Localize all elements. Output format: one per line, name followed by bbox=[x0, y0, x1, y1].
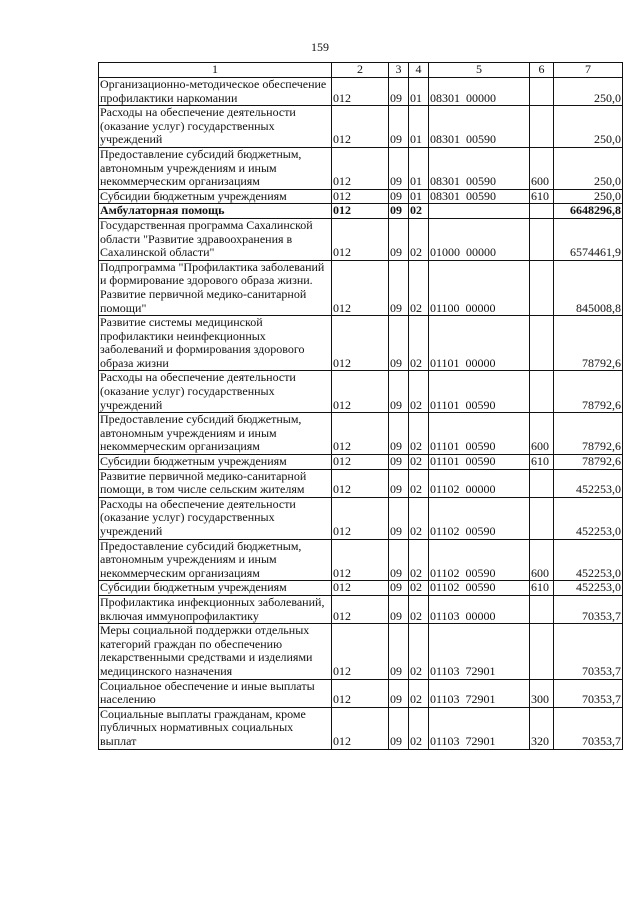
row-subsection-cell: 02 bbox=[409, 316, 429, 371]
row-target-article-cell: 01102 00590 bbox=[429, 497, 530, 539]
row-name-cell: Государственная программа Сахалинской области "Развитие здравоохранения в Сахалинской области" bbox=[99, 218, 332, 260]
row-section-cell: 09 bbox=[389, 679, 409, 707]
row-amount-cell: 250,0 bbox=[554, 189, 623, 204]
row-section-cell: 09 bbox=[389, 581, 409, 596]
table-row bbox=[99, 106, 623, 148]
row-name-cell: Подпрограмма "Профилактика заболеваний и формирование здорового образа жизни. Развитие первичной медико-санитарной помощи" bbox=[99, 260, 332, 315]
table-row bbox=[99, 316, 623, 371]
header-cell: 1 bbox=[99, 63, 332, 78]
row-section-cell: 09 bbox=[389, 218, 409, 260]
row-name-cell: Меры социальной поддержки отдельных категорий граждан по обеспечению лекарственными средствами и изделиями медицинского назначения bbox=[99, 624, 332, 679]
row-target-article-cell: 01000 00000 bbox=[429, 218, 530, 260]
table-body bbox=[99, 78, 623, 750]
row-name-cell: Расходы на обеспечение деятельности (оказание услуг) государственных учреждений bbox=[99, 497, 332, 539]
row-section-cell: 09 bbox=[389, 189, 409, 204]
row-subsection-cell: 02 bbox=[409, 455, 429, 470]
row-subsection-cell: 02 bbox=[409, 204, 429, 219]
row-expense-type-cell: 600 bbox=[530, 147, 554, 189]
row-name-cell: Расходы на обеспечение деятельности (оказание услуг) государственных учреждений bbox=[99, 106, 332, 148]
row-expense-type-cell bbox=[530, 78, 554, 106]
row-amount-cell: 452253,0 bbox=[554, 539, 623, 581]
row-section-cell: 09 bbox=[389, 624, 409, 679]
row-amount-cell: 70353,7 bbox=[554, 707, 623, 749]
row-admin-code-cell: 012 bbox=[332, 679, 389, 707]
row-amount-cell: 452253,0 bbox=[554, 469, 623, 497]
row-subsection-cell: 01 bbox=[409, 189, 429, 204]
row-target-article-cell: 01101 00590 bbox=[429, 371, 530, 413]
table-row bbox=[99, 78, 623, 106]
row-target-article-cell: 01103 00000 bbox=[429, 595, 530, 623]
row-expense-type-cell bbox=[530, 469, 554, 497]
row-name-cell: Развитие первичной медико-санитарной помощи, в том числе сельским жителям bbox=[99, 469, 332, 497]
row-amount-cell: 845008,8 bbox=[554, 260, 623, 315]
row-subsection-cell: 01 bbox=[409, 106, 429, 148]
row-expense-type-cell bbox=[530, 204, 554, 219]
row-section-cell: 09 bbox=[389, 497, 409, 539]
row-name-cell: Предоставление субсидий бюджетным, автономным учреждениям и иным некоммерческим организациям bbox=[99, 413, 332, 455]
table-row bbox=[99, 371, 623, 413]
row-amount-cell: 78792,6 bbox=[554, 316, 623, 371]
table-row bbox=[99, 707, 623, 749]
row-target-article-cell: 08301 00000 bbox=[429, 78, 530, 106]
row-admin-code-cell: 012 bbox=[332, 204, 389, 219]
row-subsection-cell: 02 bbox=[409, 218, 429, 260]
table-row bbox=[99, 497, 623, 539]
row-target-article-cell: 08301 00590 bbox=[429, 147, 530, 189]
row-expense-type-cell bbox=[530, 624, 554, 679]
row-name-cell: Предоставление субсидий бюджетным, автономным учреждениям и иным некоммерческим организациям bbox=[99, 539, 332, 581]
row-target-article-cell: 01103 72901 bbox=[429, 707, 530, 749]
row-expense-type-cell bbox=[530, 260, 554, 315]
row-amount-cell: 78792,6 bbox=[554, 371, 623, 413]
row-admin-code-cell: 012 bbox=[332, 218, 389, 260]
table-row bbox=[99, 539, 623, 581]
row-target-article-cell: 01101 00590 bbox=[429, 413, 530, 455]
row-admin-code-cell: 012 bbox=[332, 147, 389, 189]
row-amount-cell: 250,0 bbox=[554, 106, 623, 148]
row-target-article-cell: 08301 00590 bbox=[429, 189, 530, 204]
row-amount-cell: 250,0 bbox=[554, 147, 623, 189]
row-subsection-cell: 02 bbox=[409, 413, 429, 455]
row-section-cell: 09 bbox=[389, 413, 409, 455]
row-subsection-cell: 02 bbox=[409, 679, 429, 707]
row-section-cell: 09 bbox=[389, 316, 409, 371]
row-admin-code-cell: 012 bbox=[332, 106, 389, 148]
row-section-cell: 09 bbox=[389, 204, 409, 219]
row-subsection-cell: 01 bbox=[409, 78, 429, 106]
row-section-cell: 09 bbox=[389, 595, 409, 623]
table-row bbox=[99, 260, 623, 315]
row-expense-type-cell bbox=[530, 316, 554, 371]
table-row bbox=[99, 147, 623, 189]
row-expense-type-cell: 600 bbox=[530, 413, 554, 455]
header-cell: 7 bbox=[554, 63, 623, 78]
row-admin-code-cell: 012 bbox=[332, 497, 389, 539]
row-expense-type-cell bbox=[530, 106, 554, 148]
row-subsection-cell: 02 bbox=[409, 595, 429, 623]
row-amount-cell: 250,0 bbox=[554, 78, 623, 106]
row-admin-code-cell: 012 bbox=[332, 455, 389, 470]
table-row bbox=[99, 581, 623, 596]
page-number: 159 bbox=[311, 40, 329, 54]
row-target-article-cell: 01100 00000 bbox=[429, 260, 530, 315]
row-section-cell: 09 bbox=[389, 707, 409, 749]
table-row bbox=[99, 189, 623, 204]
row-expense-type-cell: 300 bbox=[530, 679, 554, 707]
row-target-article-cell: 01103 72901 bbox=[429, 624, 530, 679]
row-name-cell: Субсидии бюджетным учреждениям bbox=[99, 189, 332, 204]
table-row bbox=[99, 413, 623, 455]
row-section-cell: 09 bbox=[389, 106, 409, 148]
row-admin-code-cell: 012 bbox=[332, 260, 389, 315]
row-target-article-cell: 01102 00590 bbox=[429, 539, 530, 581]
header-cell: 4 bbox=[409, 63, 429, 78]
table-row bbox=[99, 595, 623, 623]
row-section-cell: 09 bbox=[389, 455, 409, 470]
row-admin-code-cell: 012 bbox=[332, 78, 389, 106]
row-name-cell: Амбулаторная помощь bbox=[99, 204, 332, 219]
row-expense-type-cell: 600 bbox=[530, 539, 554, 581]
row-admin-code-cell: 012 bbox=[332, 581, 389, 596]
row-amount-cell: 70353,7 bbox=[554, 595, 623, 623]
row-section-cell: 09 bbox=[389, 371, 409, 413]
row-amount-cell: 452253,0 bbox=[554, 497, 623, 539]
row-amount-cell: 70353,7 bbox=[554, 624, 623, 679]
row-admin-code-cell: 012 bbox=[332, 595, 389, 623]
row-target-article-cell: 01102 00000 bbox=[429, 469, 530, 497]
row-name-cell: Субсидии бюджетным учреждениям bbox=[99, 455, 332, 470]
row-target-article-cell: 01102 00590 bbox=[429, 581, 530, 596]
row-expense-type-cell bbox=[530, 497, 554, 539]
row-expense-type-cell: 610 bbox=[530, 581, 554, 596]
row-subsection-cell: 02 bbox=[409, 497, 429, 539]
row-admin-code-cell: 012 bbox=[332, 707, 389, 749]
row-subsection-cell: 02 bbox=[409, 581, 429, 596]
row-subsection-cell: 02 bbox=[409, 260, 429, 315]
row-target-article-cell: 01101 00590 bbox=[429, 455, 530, 470]
table-row bbox=[99, 679, 623, 707]
table-row bbox=[99, 218, 623, 260]
header-cell: 6 bbox=[530, 63, 554, 78]
row-subsection-cell: 02 bbox=[409, 469, 429, 497]
row-section-cell: 09 bbox=[389, 469, 409, 497]
row-amount-cell: 70353,7 bbox=[554, 679, 623, 707]
row-subsection-cell: 02 bbox=[409, 707, 429, 749]
header-cell: 2 bbox=[332, 63, 389, 78]
header-row bbox=[99, 63, 623, 78]
row-section-cell: 09 bbox=[389, 260, 409, 315]
row-expense-type-cell: 320 bbox=[530, 707, 554, 749]
row-name-cell: Предоставление субсидий бюджетным, автономным учреждениям и иным некоммерческим организациям bbox=[99, 147, 332, 189]
table-row bbox=[99, 204, 623, 219]
row-section-cell: 09 bbox=[389, 539, 409, 581]
row-expense-type-cell bbox=[530, 218, 554, 260]
row-admin-code-cell: 012 bbox=[332, 413, 389, 455]
row-name-cell: Развитие системы медицинской профилактики неинфекционных заболеваний и формирования здорового образа жизни bbox=[99, 316, 332, 371]
row-amount-cell: 78792,6 bbox=[554, 413, 623, 455]
row-expense-type-cell bbox=[530, 595, 554, 623]
row-subsection-cell: 02 bbox=[409, 539, 429, 581]
row-target-article-cell bbox=[429, 204, 530, 219]
row-admin-code-cell: 012 bbox=[332, 624, 389, 679]
table-row bbox=[99, 624, 623, 679]
row-admin-code-cell: 012 bbox=[332, 316, 389, 371]
row-subsection-cell: 01 bbox=[409, 147, 429, 189]
row-admin-code-cell: 012 bbox=[332, 539, 389, 581]
row-target-article-cell: 08301 00590 bbox=[429, 106, 530, 148]
row-name-cell: Субсидии бюджетным учреждениям bbox=[99, 581, 332, 596]
table-row bbox=[99, 455, 623, 470]
row-section-cell: 09 bbox=[389, 78, 409, 106]
row-name-cell: Расходы на обеспечение деятельности (оказание услуг) государственных учреждений bbox=[99, 371, 332, 413]
row-amount-cell: 452253,0 bbox=[554, 581, 623, 596]
row-admin-code-cell: 012 bbox=[332, 189, 389, 204]
row-amount-cell: 6574461,9 bbox=[554, 218, 623, 260]
row-subsection-cell: 02 bbox=[409, 624, 429, 679]
row-expense-type-cell: 610 bbox=[530, 455, 554, 470]
row-name-cell: Социальное обеспечение и иные выплаты населению bbox=[99, 679, 332, 707]
row-target-article-cell: 01103 72901 bbox=[429, 679, 530, 707]
row-expense-type-cell bbox=[530, 371, 554, 413]
row-admin-code-cell: 012 bbox=[332, 371, 389, 413]
row-name-cell: Организационно-методическое обеспечение профилактики наркомании bbox=[99, 78, 332, 106]
row-section-cell: 09 bbox=[389, 147, 409, 189]
row-admin-code-cell: 012 bbox=[332, 469, 389, 497]
row-name-cell: Социальные выплаты гражданам, кроме публичных нормативных социальных выплат bbox=[99, 707, 332, 749]
row-amount-cell: 6648296,8 bbox=[554, 204, 623, 219]
row-amount-cell: 78792,6 bbox=[554, 455, 623, 470]
row-target-article-cell: 01101 00000 bbox=[429, 316, 530, 371]
header-cell: 5 bbox=[429, 63, 530, 78]
budget-table bbox=[98, 62, 623, 750]
row-name-cell: Профилактика инфекционных заболеваний, включая иммунопрофилактику bbox=[99, 595, 332, 623]
row-subsection-cell: 02 bbox=[409, 371, 429, 413]
header-cell: 3 bbox=[389, 63, 409, 78]
row-expense-type-cell: 610 bbox=[530, 189, 554, 204]
table-row bbox=[99, 469, 623, 497]
